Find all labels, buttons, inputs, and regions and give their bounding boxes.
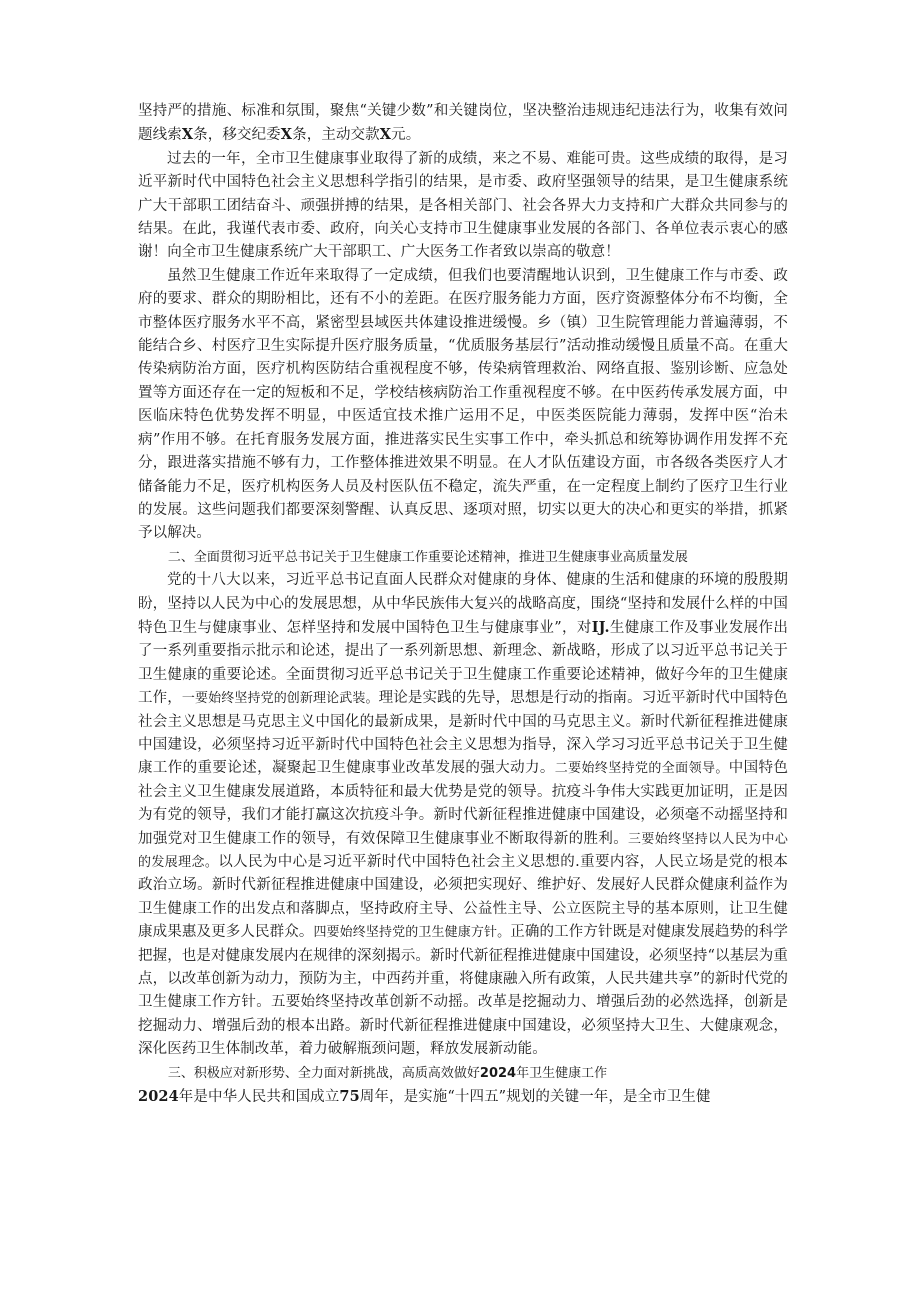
p4-emphasis-1: 一要始终坚持党的创新理论武装。	[181, 691, 379, 707]
p4-text-a: 党的十八大以来，习近平总书记直面人民群众对健康的身体、健康的生活和健康的环境的殷殷期盼，坚持以人民为中心的发展思想，从中华民族伟大复兴的战略高度，围绕“坚持和发展什么样的中国特色卫生与健康事业、怎样坚持和发展中国特色卫生与健康事业”，对	[138, 572, 788, 636]
p5-year: 2024	[138, 1088, 179, 1106]
p4-emphasis-2: 二要始终坚持党的全面领导。	[554, 761, 729, 777]
p4-emphasis-3: 三要始终坚持以人民为中心的发展理念。	[138, 831, 788, 870]
p1-text-c: 条，主动交款	[292, 127, 380, 144]
document-page	[138, 100, 788, 1109]
h3-year: 2024	[479, 1065, 517, 1081]
paragraph-4	[138, 569, 788, 1062]
p5-text-a: 年是中华人民共和国成立	[178, 1089, 340, 1106]
p4-text-c: 理论是实践的先导，思想是行动的指南。习近平新时代中国特色社会主义思想是马克思主义中国化的最新成果，是新时代中国的马克思主义。新时代新征程推进健康中国建设，必须坚持习近平新时代中国特色社会主义思想为指导，深入学习习近平总书记关于卫生健康工作的重要论述，凝聚起卫生健康事业改革发展的强大动力。	[138, 690, 788, 777]
h3-text-b: 年卫生健康工作	[516, 1065, 608, 1081]
p1-text-a: 坚持严的措施、标准和氛围，聚焦“关键少数”和关键岗位，坚决整治违规违纪违法行为，收集有效问题线索	[138, 103, 788, 144]
p1-text-b: 条，移交纪委	[193, 127, 281, 144]
section-heading-3	[138, 1062, 788, 1085]
p5-text-b: 周年，是实施“十四五”规划的关键一年，是全市卫生健	[359, 1089, 711, 1106]
h3-text-a: 三、积极应对新形势、全力面对新挑战，高质高效做好	[167, 1065, 480, 1081]
p1-text-d: 元。	[391, 127, 421, 144]
p5-num: 75	[339, 1088, 360, 1106]
p4-ij: IJ.	[591, 618, 610, 636]
paragraph-2: 过去的一年，全市卫生健康事业取得了新的成绩，来之不易、难能可贵。这些成绩的取得，是习近平新时代中国特色社会主义思想科学指引的结果，是市委、政府坚强领导的结果，是卫生健康系统广大干部职工团结奋斗、顽强拼搏的结果，是各相关部门、社会各界大力支持和广大群众共同参与的结果。在此，我谨代表市委、政府，向关心支持市卫生健康事业发展的各部门、各单位表示衷心的感谢！向全市卫生健康系统广大干部职工、广大医务工作者致以崇高的敬意！	[138, 150, 788, 261]
p1-x3: X	[379, 126, 392, 144]
p4-emphasis-4: 四要始终坚持党的卫生健康方针。	[313, 925, 511, 941]
p4-text-g: 正确的工作方针既是对健康发展趋势的科学把握，也是对健康发展内在规律的深刻揭示。新时代新征程推进健康中国建设，必须坚持“以基层为重点，以改革创新为动力，预防为主，中西药并重，将健康融入所有政策，人民共建共享”的新时代党的卫生健康工作方针。五要始终坚持改革创新不动摇。改革是挖掘动力、增强后劲的必然选择，创新是挖掘动力、增强后劲的根本出路。新时代新征程推进健康中国建设，必须坚持大卫生、大健康观念，深化医药卫生体制改革，着力破解瓶颈问题，释放发展新动能。	[138, 924, 788, 1058]
paragraph-5	[138, 1085, 788, 1109]
paragraph-3: 虽然卫生健康工作近年来取得了一定成绩，但我们也要清醒地认识到，卫生健康工作与市委、政府的要求、群众的期盼相比，还有不小的差距。在医疗服务能力方面，医疗资源整体分布不均衡，全市整体医疗服务水平不高，紧密型县域医共体建设推进缓慢。乡（镇）卫生院管理能力普遍薄弱，不能结合乡、村医疗卫生实际提升医疗服务质量，“优质服务基层行”活动推动缓慢且质量不高。在重大传染病防治方面，医疗机构医防结合重视程度不够，传染病管理救治、网络直报、鉴别诊断、应急处置等方面还存在一定的短板和不足，学校结核病防治工作重视程度不够。在中医药传承发展方面，中医临床特色优势发挥不明显，中医适宜技术推广运用不足，中医类医院能力薄弱，发挥中医“治未病”作用不够。在托育服务发展方面，推进落实民生实事工作中，牵头抓总和统筹协调作用发挥不充分，跟进落实措施不够有力，工作整体推进效果不明显。在人才队伍建设方面，市各级各类医疗人才储备能力不足，医疗机构医务人员及村医队伍不稳定，流失严重，在一定程度上制约了医疗卫生行业的发展。这些问题我们都要深刻警醒、认真反思、逐项对照，切实以更大的决心和更实的举措，抓紧予以解决。	[138, 267, 788, 542]
p4-text-b: 生健康工作及事业发展作出了一系列重要指示批示和论述，提出了一系列新思想、新理念、新战略，形成了以习近平总书记关于卫生健康的重要论述。全面贯彻习近平总书记关于卫生健康工作重要论述精神，做好今年的卫生健康工作，	[138, 619, 788, 707]
p4-text-f: 以人民为中心是习近平新时代中国特色社会主义思想的.重要内容，人民立场是党的根本政治立场。新时代新征程推进健康中国建设，必须把实现好、维护好、发展好人民群众健康利益作为卫生健康工作的出发点和落脚点，坚持政府主导、公益性主导、公立医院主导的基本原则，让卫生健康成果惠及更多人民群众。	[138, 854, 788, 941]
p1-x2: X	[280, 126, 293, 144]
p4-text-d: 中国特色社会主义卫生健康发展道路，本质特征和最大优势是党的领导。抗疫斗争伟大实践更加证明，正是因为有党的领导，我们才能打赢这次抗疫斗争。新时代新征程推进健康中国建设，必须毫不动摇坚持和加强党对卫生健康工作的领导，有效保障卫生健康事业不断取得新的胜利。	[138, 760, 788, 847]
p1-x1: X	[181, 126, 194, 144]
section-heading-2: 二、全面贯彻习近平总书记关于卫生健康工作重要论述精神，推进卫生健康事业高质量发展	[167, 549, 688, 565]
paragraph-1	[138, 100, 788, 148]
